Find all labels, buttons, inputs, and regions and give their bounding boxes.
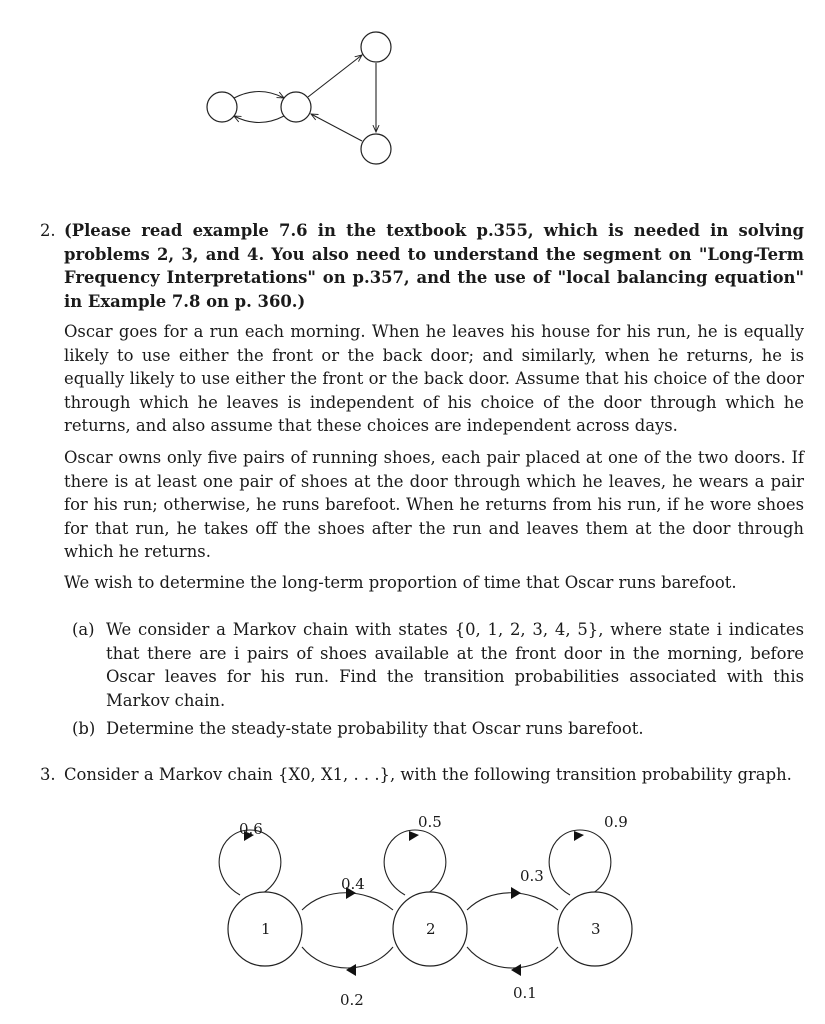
top-arc-left-to-middle [234, 92, 284, 99]
arc-3-to-2 [467, 947, 558, 968]
problem2-para2: Oscar owns only five pairs of running shoes, each pair placed at one of the two doors. If there is at least one pair of shoes at the door through which he leaves, he wears a pair for his run; otherwise, he runs barefoot. When he returns from his run, if he wore shoes for that run, he takes off the shoes after the run and leaves them at the door through which he returns. [64, 448, 804, 561]
top-node-left [207, 92, 237, 122]
markov-graph [210, 805, 650, 1020]
self-loop-3 [549, 830, 611, 895]
part-b-text: Determine the steady-state probability that Oscar runs barefoot. [106, 719, 644, 738]
self-loop-2-prob: 0.5 [418, 813, 442, 831]
problem2-number: 2. [40, 221, 56, 240]
part-a-label: (a) [72, 620, 95, 639]
problem3-number: 3. [40, 765, 56, 784]
top-edge-bottomright-to-middle [311, 114, 362, 141]
arc-2-to-3-arrow [511, 887, 521, 899]
arc-3-to-2-arrow [511, 964, 521, 976]
state-2-label: 2 [426, 920, 436, 938]
arc-2-to-1-arrow [346, 964, 356, 976]
arc-2-to-3-prob: 0.3 [520, 867, 544, 885]
top-diagram [190, 25, 420, 175]
state-3-label: 3 [591, 920, 601, 938]
top-node-top-right [361, 32, 391, 62]
self-loop-1-prob: 0.6 [239, 820, 263, 838]
top-node-bottom-right [361, 134, 391, 164]
arc-1-to-2-prob: 0.4 [341, 875, 365, 893]
top-node-middle [281, 92, 311, 122]
self-loop-3-prob: 0.9 [604, 813, 628, 831]
top-edge-middle-to-topright [308, 55, 362, 97]
self-loop-2-arrow [409, 831, 419, 841]
arc-3-to-2-prob: 0.1 [513, 984, 537, 1002]
self-loop-1 [219, 830, 281, 895]
problem2-intro: (Please read example 7.6 in the textbook p.355, which is needed in solving problems 2, 3, and 4. You also need to understand the segment on "Long-Term Frequency Interpretations" on p.357, and the use of "local balancing equation" in Example 7.8 on p. 360.) [64, 221, 804, 311]
part-b-label: (b) [72, 719, 96, 738]
problem2-para1: Oscar goes for a run each morning. When he leaves his house for his run, he is equally likely to use either the front or the back door; and similarly, when he returns, he is equally likely to use either the front or the back door. Assume that his choice of the door through which he leaves is independent of his choice of the door through which he returns, and also assume that these choices are independent across days. [64, 322, 804, 435]
state-1-label: 1 [261, 920, 271, 938]
self-loop-3-arrow [574, 831, 584, 841]
self-loop-2 [384, 830, 446, 895]
top-arc-middle-to-left [234, 116, 284, 123]
part-a-text: We consider a Markov chain with states {0, 1, 2, 3, 4, 5}, where state i indicates that there are i pairs of shoes available at the front door in the morning, before Oscar leaves for his run. Find the transition probabilities associated with this Markov chain. [106, 620, 804, 710]
arc-2-to-1-prob: 0.2 [340, 991, 364, 1009]
arc-2-to-1 [302, 947, 393, 968]
problem2-para3: We wish to determine the long-term proportion of time that Oscar runs barefoot. [64, 573, 737, 592]
problem3-text: Consider a Markov chain {X0, X1, . . .}, with the following transition probability graph. [64, 765, 792, 784]
